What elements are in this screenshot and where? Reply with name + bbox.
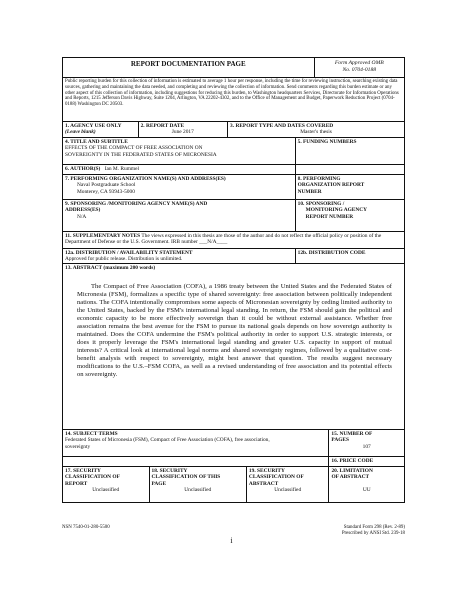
standard-form-line-2: Prescribed by ANSI Std. 239-18 <box>341 530 405 536</box>
field-19-label-2: CLASSIFICATION OF <box>248 474 304 481</box>
row-supplementary-notes <box>63 232 404 249</box>
field-6-label: 6. AUTHOR(S) <box>65 166 101 172</box>
field-8-label-3: NUMBER <box>297 188 322 195</box>
field-12a-label: 12a. DISTRIBUTION / AVAILABILITY STATEMENT <box>65 250 193 256</box>
field-12b-label: 12b. DISTRIBUTION CODE <box>297 250 366 256</box>
field-17-value: Unclassified <box>92 486 120 493</box>
field-7-line-2: Monterey, CA 93943-5000 <box>77 188 135 195</box>
form-footer <box>62 525 405 536</box>
field-monitoring-report-number <box>296 200 404 231</box>
row-agency-date-type <box>63 122 404 138</box>
abstract-text: The Compact of Free Association (COFA), a 1986 treaty between the United States and the Federated States of Micronesia (FSM), formalizes a specific type of shared sovereignty: free association between politically independent nations. The COFA intentionally compromises some aspects of Micronesian sovereignty by ceding limited authority to the United States, backed by the FSM's international legal standing. In return, the FSM should gain the political and economic capacity to be more effectively sovereign than it could be without external assistance. Whether free association remains the best avenue for the FSM to pursue its national goals depends on how sovereign authority is maintained. Does the COFA undermine the FSM's political authority in order to support U.S. strategic interests, or does it properly leverage the FSM's international legal standing and greater U.S. capacity in support of mutual interests? A critical look at international legal norms and shared sovereignty regimes, followed by a qualitative cost-benefit analysis with respect to sovereignty, might best answer that question. The results suggest necessary modifications to the U.S.–FSM COFA, as well as a revised understanding of free association and its potential effects on sovereignty. <box>77 283 392 379</box>
field-report-date <box>139 122 228 137</box>
row-subject-terms <box>63 430 404 457</box>
burden-statement-row <box>63 78 404 122</box>
field-14-line-2: sovereignty <box>65 443 91 450</box>
field-classification-page <box>150 467 247 502</box>
field-4-label: 4. TITLE AND SUBTITLE <box>65 139 128 145</box>
field-19-value: Unclassified <box>274 486 302 493</box>
field-10-label-3: REPORT NUMBER <box>305 213 354 220</box>
field-7-line-1: Naval Postgraduate School <box>77 182 136 189</box>
row-price-code <box>63 457 404 467</box>
field-19-label-3: ABSTRACT <box>248 480 279 487</box>
field-18-label-2: CLASSIFICATION OF THIS <box>151 474 221 481</box>
field-12a-value: Approved for public release. Distribution is unlimited. <box>65 256 183 263</box>
row-security-classification <box>63 467 404 502</box>
field-distribution-code <box>296 249 404 263</box>
field-15-label-2: PAGES <box>331 437 349 444</box>
field-3-label: 3. REPORT TYPE AND DATES COVERED <box>230 123 334 129</box>
field-10-label-1: 10. SPONSORING / <box>297 201 345 207</box>
field-17-label-3: REPORT <box>65 480 88 487</box>
field-price-blank <box>63 457 329 466</box>
page-number: i <box>230 536 233 545</box>
field-abstract <box>63 264 404 429</box>
field-17-label-1: 17. SECURITY <box>65 468 101 474</box>
field-15-label-1: 15. NUMBER OF <box>331 431 373 437</box>
field-2-value: June 2017 <box>171 129 194 136</box>
field-agency-use <box>63 122 139 137</box>
field-18-label-1: 18. SECURITY <box>151 468 188 474</box>
field-9-value: N/A <box>77 213 87 220</box>
field-20-value: UU <box>362 486 371 493</box>
field-price-code <box>329 457 404 466</box>
field-performing-org <box>63 175 296 199</box>
row-distribution <box>63 249 404 264</box>
omb-line-2: No. 0704-0188 <box>342 67 377 74</box>
field-distribution-statement <box>63 249 296 263</box>
field-8-label-2: ORGANIZATION REPORT <box>297 182 365 189</box>
field-performing-report-number <box>296 175 404 199</box>
field-5-label: 5. FUNDING NUMBERS <box>297 139 357 145</box>
field-11-label: 11. SUPPLEMENTARY NOTES <box>65 233 141 239</box>
field-1-label: 1. AGENCY USE ONLY <box>65 123 122 129</box>
field-classification-abstract <box>247 467 330 502</box>
field-supplementary-notes <box>63 232 404 248</box>
field-10-label-2: MONITORING AGENCY <box>305 207 368 214</box>
field-20-label-2: OF ABSTRACT <box>331 474 370 481</box>
field-16-label: 16. PRICE CODE <box>331 458 374 464</box>
field-11-text: The views expressed in this thesis are those of the author and do not reflect the official policy or position of the Department of Defense or the U.S. Government. IRB number <box>65 233 382 246</box>
form-header-row <box>63 58 404 78</box>
field-9-label-1: 9. SPONSORING /MONITORING AGENCY NAME(S) AND <box>65 201 208 207</box>
field-limitation-of-abstract <box>329 467 404 502</box>
field-title-subtitle <box>63 138 296 164</box>
field-18-value: Unclassified <box>184 486 212 493</box>
field-7-label: 7. PERFORMING ORGANIZATION NAME(S) AND ADDRESS(ES) <box>65 176 226 182</box>
row-performing-org <box>63 175 404 200</box>
field-report-type <box>228 122 404 137</box>
field-3-value: Master's thesis <box>300 129 332 136</box>
field-9-label-2: ADDRESS(ES) <box>65 207 101 214</box>
row-title-funding <box>63 138 404 165</box>
row-abstract <box>63 264 404 430</box>
field-14-label: 14. SUBJECT TERMS <box>65 431 118 437</box>
field-14-line-1: Federated States of Micronesia (FSM), Compact of Free Association (COFA), free association, <box>65 437 270 444</box>
field-6-value: Ian M. Rummel <box>104 166 139 172</box>
omb-approval <box>315 58 404 77</box>
field-number-of-pages <box>329 430 404 456</box>
field-classification-report <box>63 467 150 502</box>
field-4-line-2: SOVEREIGNTY IN THE FEDERATED STATES OF MICRONESIA <box>65 151 217 158</box>
field-19-label-1: 19. SECURITY <box>248 468 285 474</box>
standard-form-info <box>342 525 405 536</box>
field-15-value: 107 <box>362 443 371 450</box>
standard-form-line-1: Standard Form 298 (Rev. 2-89) <box>343 525 405 530</box>
field-13-label: 13. ABSTRACT (maximum 200 words) <box>65 265 156 271</box>
field-funding-numbers <box>296 138 404 164</box>
row-sponsoring <box>63 200 404 232</box>
field-18-label-3: PAGE <box>151 480 167 487</box>
field-4-line-1: EFFECTS OF THE COMPACT OF FREE ASSOCIATION ON <box>65 145 203 152</box>
nsn-number: NSN 7540-01-280-5500 <box>62 525 110 530</box>
field-sponsoring-agency <box>63 200 296 231</box>
field-subject-terms <box>63 430 329 456</box>
field-1-value: (Leave blank) <box>65 129 96 136</box>
report-documentation-form <box>62 57 405 503</box>
field-author-blank <box>296 165 404 174</box>
row-author <box>63 165 404 175</box>
field-20-label-1: 20. LIMITATION <box>331 468 373 474</box>
field-8-label-1: 8. PERFORMING <box>297 176 341 182</box>
burden-statement: Public reporting burden for this collection of information is estimated to average 1 hour per response, including the time for reviewing instruction, searching existing data sources, gathering and maintaining the data needed, and completing and reviewing the collection of information. Send comments regarding this burden estimate or any other aspect of this collection of information, including suggestions for reducing this burden, to Washington headquarters Services, Directorate for Information Operations and Reports, 1215 Jefferson Davis Highway, Suite 1204, Arlington, VA 22202-4302, and to the Office of Management and Budget, Paperwork Reduction Project (0704-0188) Washington DC 20503. <box>65 79 399 108</box>
field-17-label-2: CLASSIFICATION OF <box>65 474 120 481</box>
omb-line-1: Form Approved OMB <box>334 60 384 66</box>
form-title: REPORT DOCUMENTATION PAGE <box>63 58 315 77</box>
field-11-irb: ___N/A____ <box>199 239 228 246</box>
field-2-label: 2. REPORT DATE <box>140 123 185 129</box>
field-author <box>63 165 296 174</box>
